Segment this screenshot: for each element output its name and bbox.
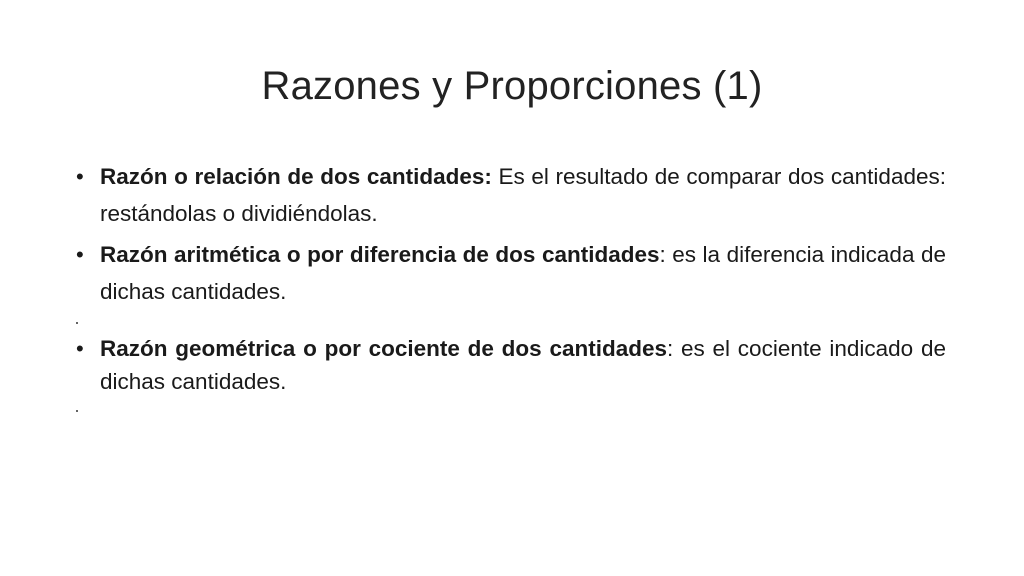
bullet-item-razon-aritmetica	[74, 236, 946, 310]
small-dot-icon	[76, 410, 78, 412]
empty-bullet-marker	[74, 398, 946, 420]
bullet-text: : es el cociente indicado de dichas cantidades.	[100, 336, 946, 394]
empty-bullet-marker	[74, 310, 946, 332]
bullet-term: Razón aritmética o por diferencia de dos cantidades	[100, 242, 660, 267]
small-dot-icon	[76, 322, 78, 324]
bullet-item-razon-geometrica	[74, 332, 946, 398]
bullet-text: : es la diferencia indicada de dichas cantidades.	[100, 242, 946, 304]
slide-title: Razones y Proporciones (1)	[261, 64, 763, 108]
bullet-icon: •	[76, 164, 84, 189]
bullet-icon: •	[76, 336, 84, 361]
bullet-term: Razón o relación de dos cantidades:	[100, 164, 492, 189]
bullet-icon: •	[76, 242, 84, 267]
bullet-text: Es el resultado de comparar dos cantidades: restándolas o dividiéndolas.	[100, 164, 946, 226]
bullet-term: Razón geométrica o por cociente de dos cantidades	[100, 336, 667, 361]
slide-content	[74, 158, 946, 420]
bullet-item-razon	[74, 158, 946, 232]
